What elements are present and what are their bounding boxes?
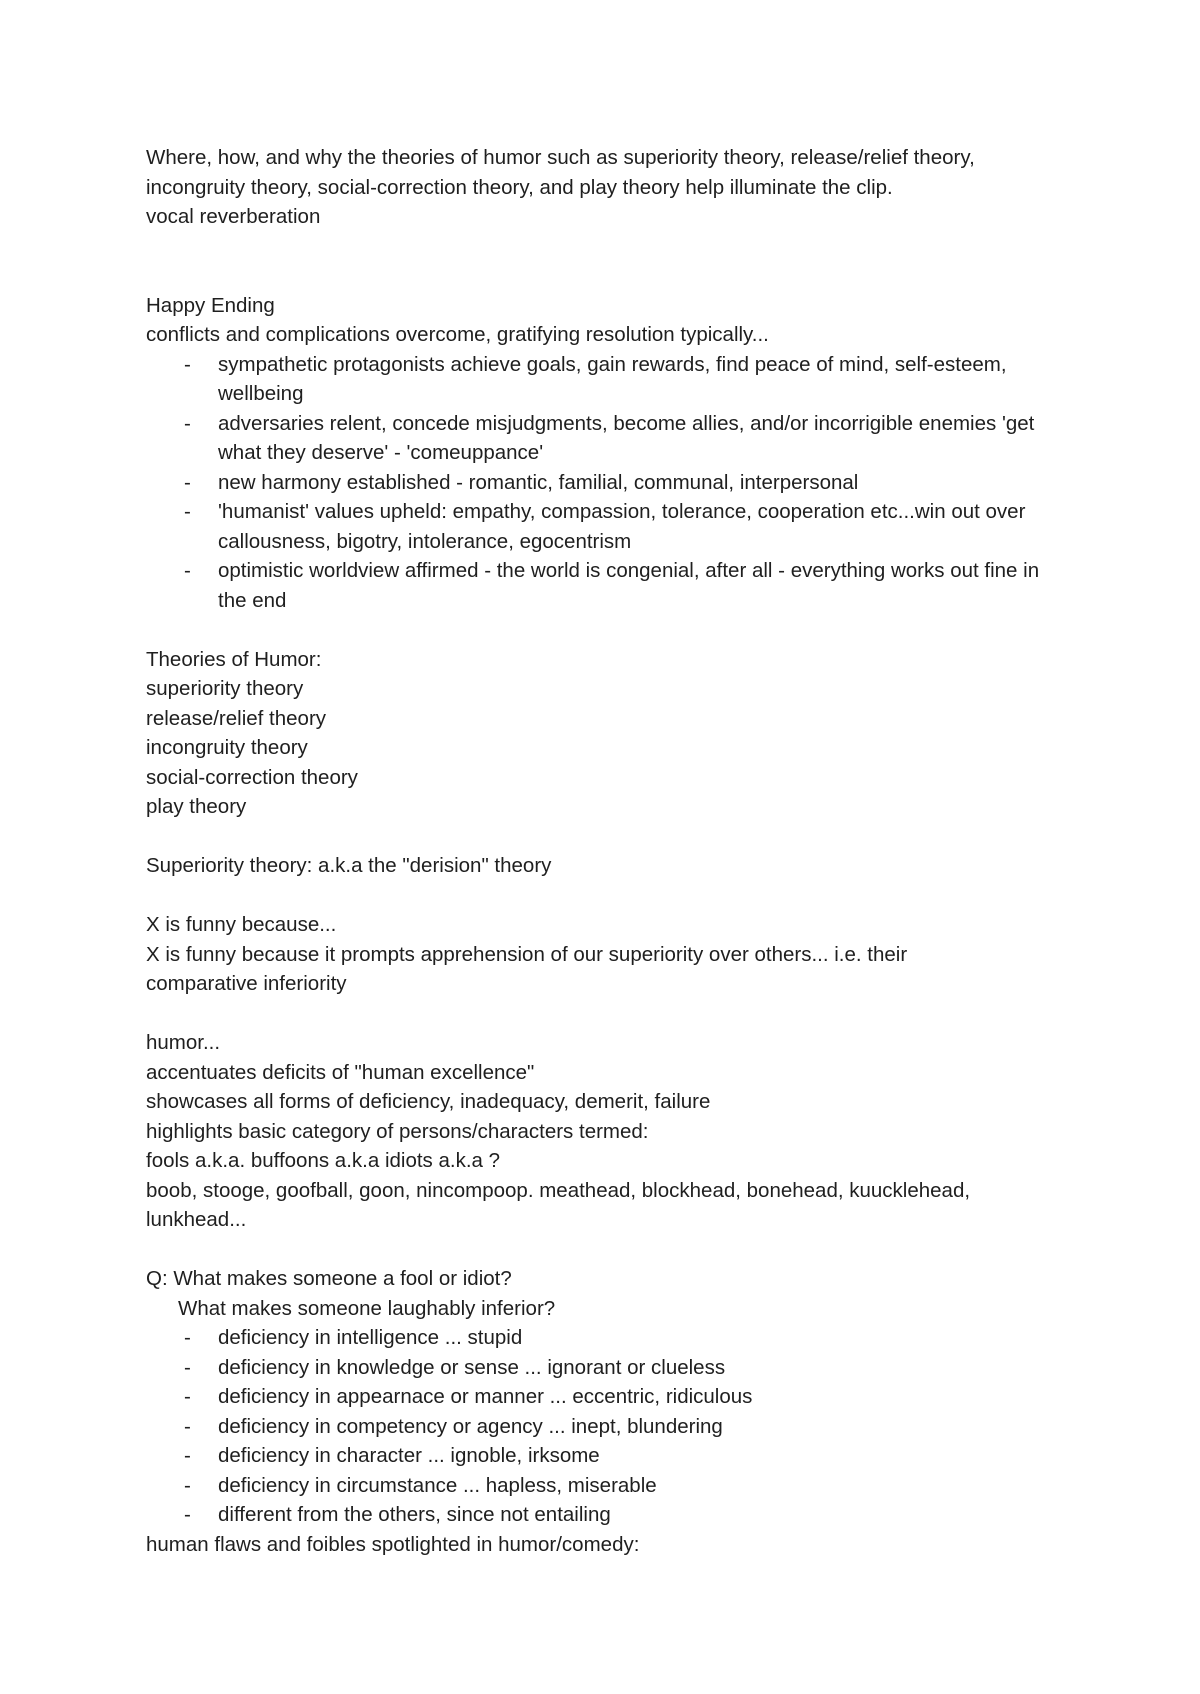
x-line-2: X is funny because it prompts apprehension of our superiority over others... i.e. their xyxy=(146,942,908,966)
document-body xyxy=(146,143,1066,1559)
theory-item: superiority theory xyxy=(146,677,304,700)
list-item: - deficiency in character ... ignoble, irksome xyxy=(146,1441,1066,1471)
spacer xyxy=(146,822,1066,852)
humor-line: lunkhead... xyxy=(146,1208,247,1231)
list-item: - deficiency in competency or agency ... inept, blundering xyxy=(146,1412,1066,1442)
intro-line-1: Where, how, and why the theories of humor such as superiority theory, release/relief theory, xyxy=(146,146,975,169)
list-item: - deficiency in intelligence ... stupid xyxy=(146,1323,1066,1353)
spacer xyxy=(146,1235,1066,1265)
spacer xyxy=(146,232,1066,291)
happy-ending-list xyxy=(146,350,1066,616)
happy-ending-subheading: conflicts and complications overcome, gratifying resolution typically... xyxy=(146,323,769,346)
intro-line-3: vocal reverberation xyxy=(146,205,321,228)
list-item: - optimistic worldview affirmed - the world is congenial, after all - everything works out fine in the end xyxy=(146,556,1066,615)
humor-line: fools a.k.a. buffoons a.k.a idiots a.k.a ? xyxy=(146,1149,501,1172)
x-line-1: X is funny because... xyxy=(146,913,337,936)
closing-line: human flaws and foibles spotlighted in humor/comedy: xyxy=(146,1532,640,1556)
list-item: - new harmony established - romantic, familial, communal, interpersonal xyxy=(146,468,1066,498)
happy-ending-heading: Happy Ending xyxy=(146,293,275,317)
spacer xyxy=(146,881,1066,911)
x-line-3: comparative inferiority xyxy=(146,972,347,995)
spacer xyxy=(146,999,1066,1029)
theory-item: incongruity theory xyxy=(146,736,308,759)
question-line-2: What makes someone laughably inferior? xyxy=(178,1296,556,1320)
theory-item: release/relief theory xyxy=(146,706,327,730)
humor-line: highlights basic category of persons/characters termed: xyxy=(146,1119,649,1143)
question-line-1: Q: What makes someone a fool or idiot? xyxy=(146,1267,512,1290)
list-item: - 'humanist' values upheld: empathy, compassion, tolerance, cooperation etc...win out over callousness, bigotry, intolerance, egocentrism xyxy=(146,497,1066,556)
intro-line-2: incongruity theory, social-correction theory, and play theory help illuminate the clip. xyxy=(146,175,893,199)
list-item: - deficiency in circumstance ... hapless, miserable xyxy=(146,1471,1066,1501)
list-item: - adversaries relent, concede misjudgments, become allies, and/or incorrigible enemies 'get what they deserve' - 'comeuppance' xyxy=(146,409,1066,468)
deficiency-list xyxy=(146,1323,1066,1530)
superiority-heading: Superiority theory: a.k.a the "derision" theory xyxy=(146,854,552,877)
humor-line: humor... xyxy=(146,1031,221,1054)
list-item: - deficiency in knowledge or sense ... ignorant or clueless xyxy=(146,1353,1066,1383)
theory-item: social-correction theory xyxy=(146,765,358,789)
humor-line: accentuates deficits of "human excellence" xyxy=(146,1060,535,1084)
theory-item: play theory xyxy=(146,795,247,818)
list-item: - deficiency in appearnace or manner ... eccentric, ridiculous xyxy=(146,1382,1066,1412)
humor-line: showcases all forms of deficiency, inadequacy, demerit, failure xyxy=(146,1090,711,1113)
humor-line: boob, stooge, goofball, goon, nincompoop. meathead, blockhead, bonehead, kuucklehead, xyxy=(146,1178,971,1202)
list-item: - different from the others, since not entailing xyxy=(146,1500,1066,1530)
spacer xyxy=(146,615,1066,645)
theories-heading: Theories of Humor: xyxy=(146,647,322,671)
list-item: - sympathetic protagonists achieve goals, gain rewards, find peace of mind, self-esteem, wellbeing xyxy=(146,350,1066,409)
